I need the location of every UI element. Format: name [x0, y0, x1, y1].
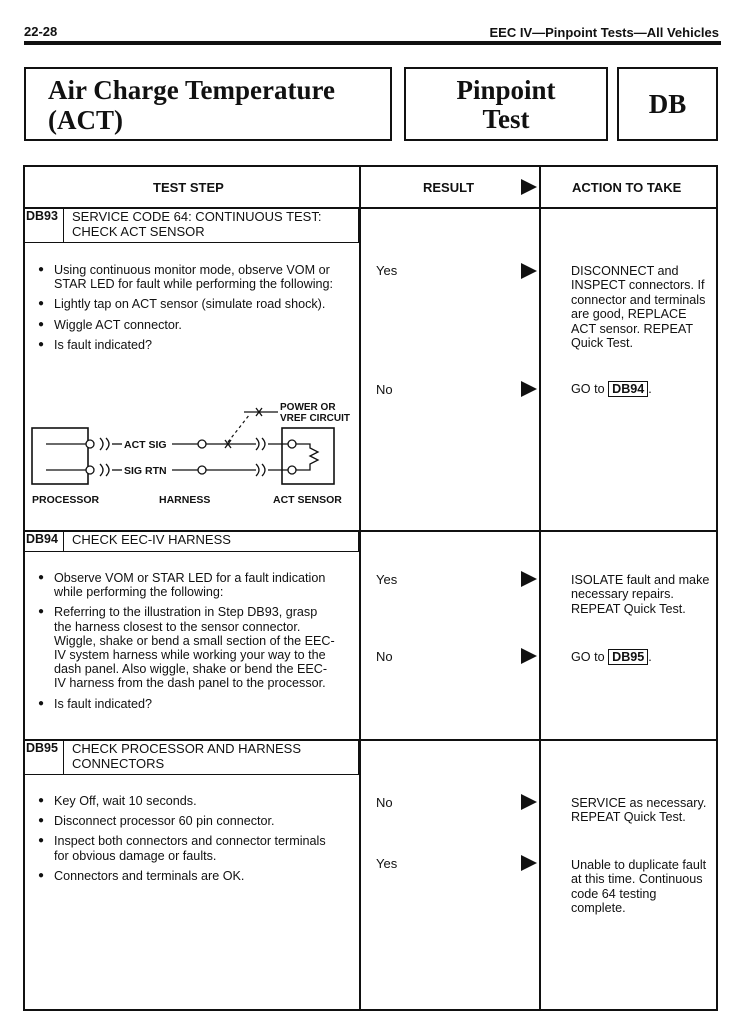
action-suffix: .	[648, 650, 652, 664]
action-db93-1: DISCONNECT and INSPECT connectors. If connector and terminals are good, REPLACE ACT sensor. REPEAT Quick Test.	[571, 264, 706, 351]
step-title-line2: CHECK ACT SENSOR	[72, 224, 205, 239]
result-db94-2: No	[376, 649, 393, 664]
step-id: DB94	[24, 531, 64, 551]
result-db95-2: Yes	[376, 856, 398, 871]
arrow-icon	[521, 794, 537, 810]
page-number: 22-28	[24, 24, 58, 39]
list-item: ● Disconnect processor 60 pin connector.	[38, 814, 328, 828]
harness-label: HARNESS	[159, 494, 211, 506]
step-header-db94	[24, 531, 359, 552]
action-text: GO to	[571, 650, 605, 664]
result-arrow-icon	[521, 179, 537, 195]
step-title-line2: CONNECTORS	[72, 756, 165, 771]
pinpoint-line1: Pinpoint	[456, 75, 556, 105]
arrow-icon	[521, 648, 537, 664]
column-divider-2	[539, 166, 541, 1010]
list-item: ● Using continuous monitor mode, observe VOM or STAR LED for fault while performing the following:	[38, 263, 334, 291]
step-title-line1: CHECK EEC-IV HARNESS	[72, 532, 231, 547]
column-header-test-step: TEST STEP	[153, 180, 224, 195]
header-rule	[24, 41, 721, 45]
step-id: DB93	[24, 208, 64, 242]
action-db94-2	[571, 650, 711, 664]
thermistor-symbol	[296, 444, 318, 470]
action-suffix: .	[648, 382, 652, 396]
step-db95-bullets	[38, 794, 328, 889]
step-ref-db95[interactable]: DB95	[608, 649, 648, 665]
action-db93-2	[571, 382, 711, 396]
step-header-db95	[24, 740, 359, 775]
step-title	[72, 209, 321, 239]
list-item: ● Is fault indicated?	[38, 697, 338, 711]
action-db95-1: SERVICE as necessary. REPEAT Quick Test.	[571, 796, 707, 825]
sensor-label: ACT SENSOR	[273, 494, 342, 506]
result-db95-1: No	[376, 795, 393, 810]
power-label-line2: VREF CIRCUIT	[280, 413, 350, 424]
sig-rtn-label: SIG RTN	[124, 465, 167, 477]
list-item: ● Wiggle ACT connector.	[38, 318, 334, 332]
test-code: DB	[648, 89, 687, 119]
arrow-icon	[521, 381, 537, 397]
action-db94-1: ISOLATE fault and make necessary repairs. REPEAT Quick Test.	[571, 573, 710, 616]
action-db95-2: Unable to duplicate fault at this time. Continuous code 64 testing complete.	[571, 858, 707, 916]
test-name-line2: (ACT)	[48, 105, 123, 135]
list-item: ● Key Off, wait 10 seconds.	[38, 794, 328, 808]
arrow-icon	[521, 263, 537, 279]
list-item: ● Connectors and terminals are OK.	[38, 869, 328, 883]
pinpoint-test-box	[404, 67, 608, 141]
section-title: EEC IV—Pinpoint Tests—All Vehicles	[489, 25, 719, 40]
action-text: GO to	[571, 382, 605, 396]
processor-box	[32, 428, 88, 484]
list-item: ● Observe VOM or STAR LED for a fault indication while performing the following:	[38, 571, 338, 599]
test-name-line1: Air Charge Temperature	[48, 75, 335, 105]
step-title	[72, 532, 231, 547]
list-item: ● Referring to the illustration in Step DB93, grasp the harness closest to the sensor connector. Wiggle, shake or bend a small section of the EEC-IV system harness while working your way to the dash panel. Also wiggle, shake or bend the EEC-IV harness from the dash panel to the processor.	[38, 605, 338, 690]
arrow-icon	[521, 571, 537, 587]
test-name-box	[24, 67, 392, 141]
column-header-action: ACTION TO TAKE	[572, 180, 682, 195]
result-db94-1: Yes	[376, 572, 398, 587]
step-title-line1: CHECK PROCESSOR AND HARNESS	[72, 741, 301, 756]
step-id: DB95	[24, 740, 64, 774]
column-header-result: RESULT	[423, 180, 475, 195]
act-sig-label: ACT SIG	[124, 439, 167, 451]
test-code-box	[617, 67, 718, 141]
list-item: ● Lightly tap on ACT sensor (simulate road shock).	[38, 297, 334, 311]
arrow-icon	[521, 855, 537, 871]
pinpoint-line2: Test	[482, 104, 530, 134]
act-circuit-diagram	[28, 398, 358, 516]
processor-label: PROCESSOR	[32, 494, 100, 506]
power-label-line1: POWER OR	[280, 402, 336, 413]
result-db93-2: No	[376, 382, 393, 397]
sensor-box	[282, 428, 334, 484]
step-ref-db94[interactable]: DB94	[608, 381, 648, 397]
column-divider-1	[359, 166, 361, 1010]
step-db94-bullets	[38, 571, 338, 717]
list-item: ● Is fault indicated?	[38, 338, 334, 352]
list-item: ● Inspect both connectors and connector terminals for obvious damage or faults.	[38, 834, 328, 862]
step-header-db93	[24, 208, 359, 243]
step-db93-bullets	[38, 263, 334, 358]
step-title-line1: SERVICE CODE 64: CONTINUOUS TEST:	[72, 209, 322, 224]
result-db93-1: Yes	[376, 263, 398, 278]
step-title	[72, 741, 301, 771]
